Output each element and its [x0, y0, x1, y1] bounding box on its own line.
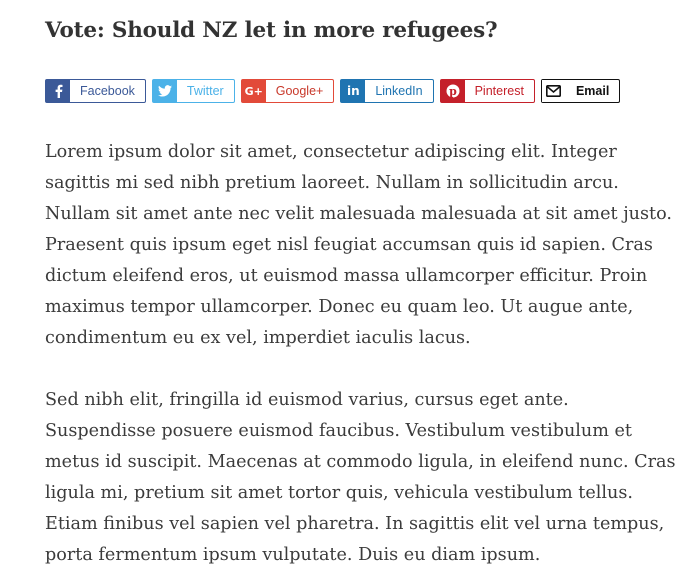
share-email-button[interactable]	[541, 79, 620, 103]
paragraph: Sed nibh elit, fringilla id euismod varius, cursus eget ante. Suspendisse posuere euismod faucibus. Vestibulum vestibulum et metus id suscipit. Maecenas at commodo ligula, in eleifend nunc. Cras ligula mi, pretium sit amet tortor quis, vehicula vestibulum tellus. Etiam finibus vel sapien vel pharetra. In sagittis elit vel urna tempus, porta fermentum ipsum vulputate. Duis eu diam ipsum.	[45, 390, 676, 565]
facebook-icon	[46, 80, 70, 102]
share-pinterest-label: Pinterest	[474, 84, 524, 98]
share-google-plus-label: Google+	[275, 84, 324, 98]
page-title: Vote: Should NZ let in more refugees?	[45, 18, 498, 43]
share-twitter-button[interactable]	[152, 79, 235, 103]
pinterest-icon	[441, 80, 465, 102]
google-plus-icon: G+	[242, 80, 266, 102]
share-facebook-button[interactable]	[45, 79, 146, 103]
share-email-label: Email	[575, 84, 610, 98]
paragraph: Lorem ipsum dolor sit amet, consectetur adipiscing elit. Integer sagittis mi sed nibh pretium laoreet. Nullam in sollicitudin arcu. Nullam sit amet ante nec velit malesuada malesuada at sit amet justo. Praesent quis ipsum eget nisl feugiat accumsan quis id sapien. Cras dictum eleifend eros, ut euismod massa ullamcorper efficitur. Proin maximus tempor ullamcorper. Donec eu quam leo. Ut augue ante, condimentum eu ex vel, imperdiet iaculis lacus.	[45, 142, 672, 348]
share-google-plus-button[interactable]	[241, 79, 335, 103]
share-twitter-label: Twitter	[186, 84, 224, 98]
svg-text:p: p	[448, 85, 457, 98]
linkedin-icon: in	[341, 80, 365, 102]
share-linkedin-label: LinkedIn	[375, 84, 423, 98]
share-facebook-label: Facebook	[80, 84, 135, 98]
twitter-icon	[153, 80, 177, 102]
share-pinterest-button[interactable]	[440, 79, 535, 103]
article-body	[45, 137, 685, 571]
email-icon	[542, 80, 566, 102]
share-bar	[45, 79, 700, 103]
share-linkedin-button[interactable]	[340, 79, 433, 103]
